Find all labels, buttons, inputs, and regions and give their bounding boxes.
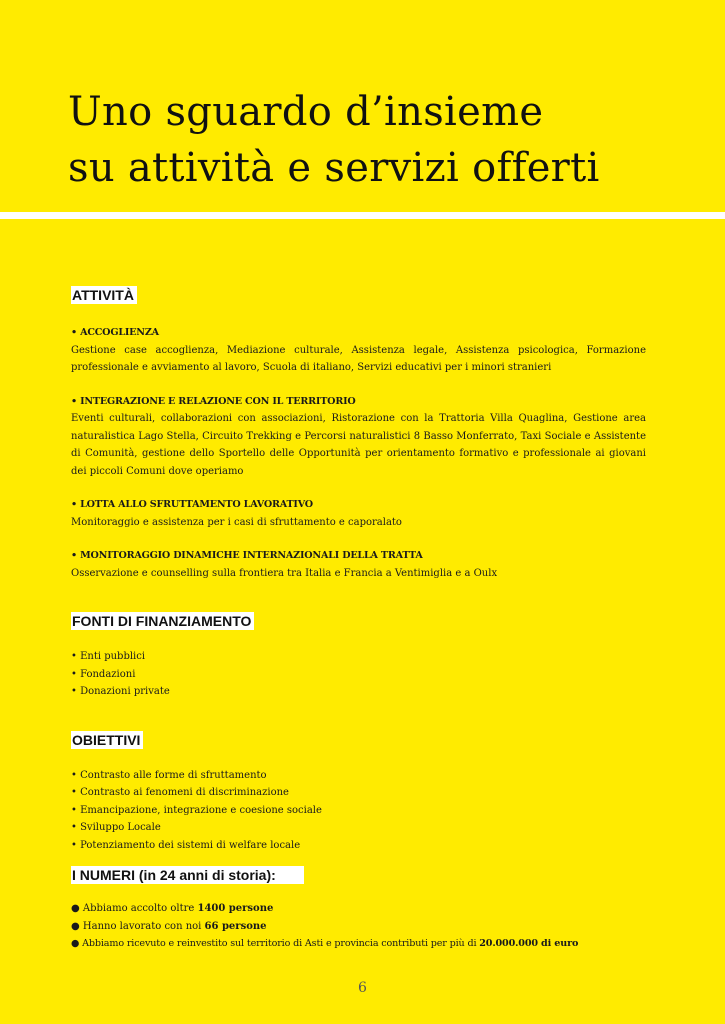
activity-item [71, 496, 646, 531]
obiettivi-heading: OBIETTIVI [71, 731, 143, 749]
list-item: • Contrasto alle forme di sfruttamento [71, 769, 267, 781]
fonti-heading: FONTI DI FINANZIAMENTO [71, 612, 254, 630]
attivita-heading-row [71, 286, 646, 306]
numeri-value: 20.000.000 di euro [479, 938, 579, 949]
activity-title: • ACCOGLIENZA [71, 327, 159, 338]
fonti-list [71, 648, 646, 701]
activity-item [71, 324, 646, 377]
numeri-heading: I NUMERI (in 24 anni di storia): [71, 866, 304, 884]
list-item: • Emancipazione, integrazione e coesione sociale [71, 804, 322, 816]
obiettivi-list [71, 767, 646, 855]
list-item [71, 900, 646, 918]
list-item: • Donazioni private [71, 686, 170, 697]
list-item: • Potenziamento dei sistemi di welfare locale [71, 839, 301, 851]
list-item [71, 918, 646, 936]
activity-description: Osservazione e counselling sulla frontiera tra Italia e Francia a Ventimiglia e a Oulx [71, 567, 498, 579]
list-item: • Enti pubblici [71, 651, 146, 662]
numeri-text: ● Hanno lavorato con noi [71, 920, 205, 932]
activity-title: • MONITORAGGIO DINAMICHE INTERNAZIONALI DELLA TRATTA [71, 550, 423, 561]
list-item: • Fondazioni [71, 668, 136, 680]
page-number: 6 [358, 980, 367, 996]
activity-title: • LOTTA ALLO SFRUTTAMENTO LAVORATIVO [71, 499, 313, 510]
numeri-value: 1400 persone [197, 903, 274, 914]
page-title [68, 84, 600, 196]
numeri-text: ● Abbiamo accolto oltre [71, 903, 198, 914]
activity-description: Gestione case accoglienza, Mediazione culturale, Assistenza legale, Assistenza psicologica, Formazione professionale e avviamento al lavoro, Scuola di italiano, Servizi educativi per i minori stranieri [71, 344, 646, 373]
activity-description: Eventi culturali, collaborazioni con associazioni, Ristorazione con la Trattoria Villa Quaglina, Gestione area naturalistica Lago Stella, Circuito Trekking e Percorsi naturalistici 8 Basso Monferrato, Taxi Sociale e Assistente di Comunità, gestione dello Sportello delle Opportunità per orientamento formativo e professionale ai giovani dei piccoli Comuni dove operiamo [71, 413, 646, 477]
numeri-value: 66 persone [204, 920, 267, 932]
attivita-heading: ATTIVITÀ [71, 286, 137, 304]
activity-description: Monitoraggio e assistenza per i casi di sfruttamento e caporalato [71, 516, 402, 528]
title-divider [0, 212, 725, 219]
activity-item [71, 393, 646, 481]
numeri-list [71, 900, 646, 953]
fonti-heading-row [71, 612, 646, 632]
list-item: • Sviluppo Locale [71, 822, 161, 833]
list-item [71, 935, 646, 953]
page-title-line-1: Uno sguardo d’insieme [68, 89, 544, 135]
obiettivi-heading-row [71, 731, 646, 751]
numeri-text: ● Abbiamo ricevuto e reinvestito sul territorio di Asti e provincia contributi per più di [71, 938, 480, 949]
page-title-line-2: su attività e servizi offerti [68, 145, 600, 191]
numeri-heading-row [71, 866, 646, 886]
activity-item [71, 547, 646, 582]
main-content [71, 286, 646, 953]
list-item: • Contrasto ai fenomeni di discriminazione [71, 787, 289, 798]
activity-title: • INTEGRAZIONE E RELAZIONE CON IL TERRITORIO [71, 395, 356, 407]
